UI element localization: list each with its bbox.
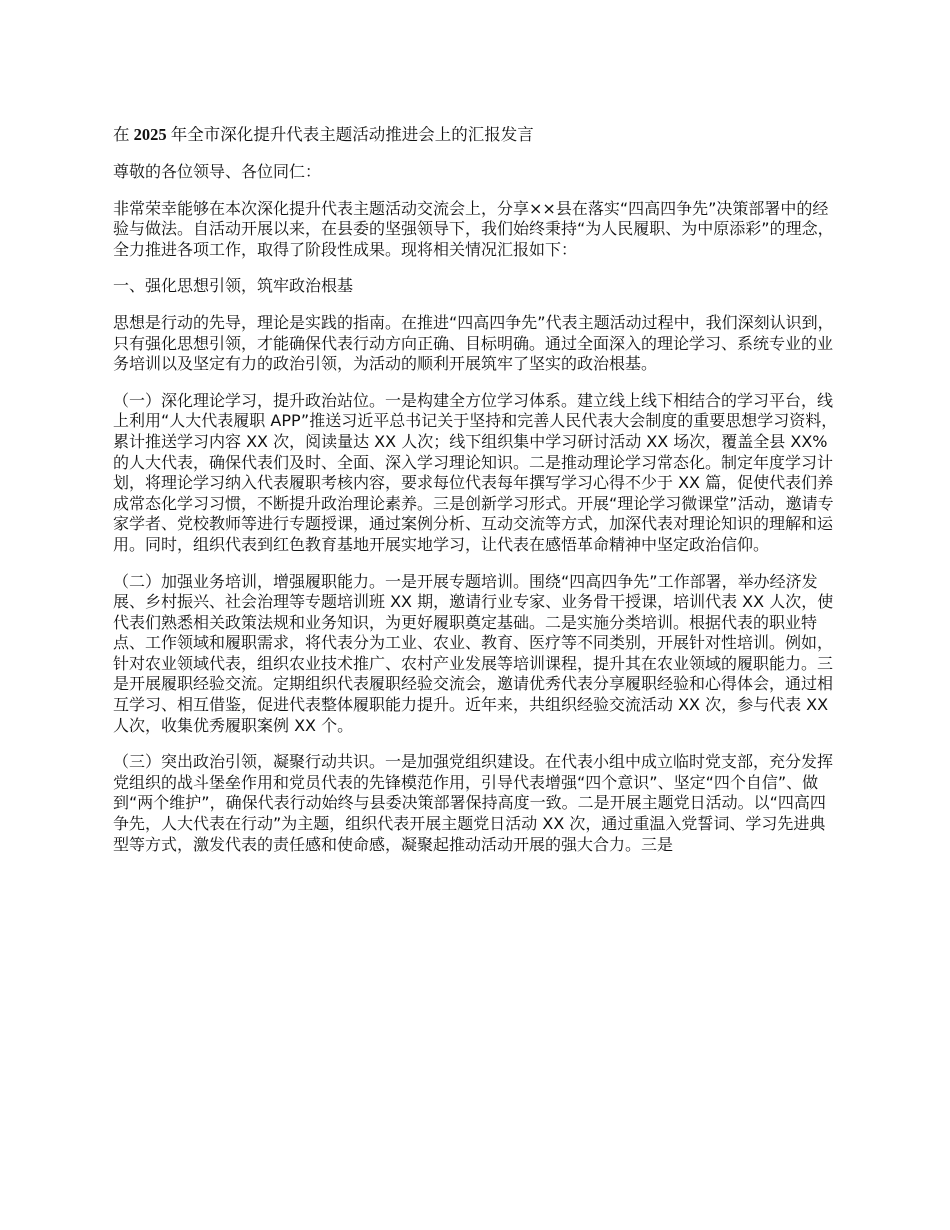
document-page bbox=[113, 124, 841, 871]
intro-paragraph: 非常荣幸能够在本次深化提升代表主题活动交流会上，分享××县在落实“四高四争先”决策部署中的经验与做法。自活动开展以来，在县委的坚强领导下，我们始终秉持“为人民履职、为中原添彩”的理念，全力推进各项工作，取得了阶段性成果。现将相关情况汇报如下： bbox=[113, 198, 834, 259]
section-1-intro: 思想是行动的先导，理论是实践的指南。在推进“四高四争先”代表主题活动过程中，我们深刻认识到，只有强化思想引领，才能确保代表行动方向正确、目标明确。通过全面深入的理论学习、系统专业的业务培训以及坚定有力的政治引领，为活动的顺利开展筑牢了坚实的政治根基。 bbox=[113, 312, 834, 374]
section-heading-1: 一、强化思想引领，筑牢政治根基 bbox=[113, 276, 354, 296]
body-paragraph-3: （三）突出政治引领，凝聚行动共识。一是加强党组织建设。在代表小组中成立临时党支部，充分发挥党组织的战斗堡垒作用和党员代表的先锋模范作用，引导代表增强“四个意识”、坚定“四个自信”、做到“两个维护”，确保代表行动始终与县委决策部署保持高度一致。二是开展主题党日活动。以“四高四争先，人大代表在行动”为主题，组织代表开展主题党日活动 XX 次，通过重温入党誓词、学习先进典型等方式，激发代表的责任感和使命感，凝聚起推动活动开展的强大合力。三是 bbox=[113, 752, 834, 854]
title-year: 2025 bbox=[133, 125, 167, 144]
body-paragraph-1: （一）深化理论学习，提升政治站位。一是构建全方位学习体系。建立线上线下相结合的学习平台，线上利用“人大代表履职 APP”推送习近平总书记关于坚持和完善人民代表大会制度的重要思想学习资料，累计推送学习内容 XX 次，阅读量达 XX 人次；线下组织集中学习研讨活动 XX 场次，覆盖全县 XX% 的人大代表，确保代表们及时、全面、深入学习理论知识。二是推动理论学习常态化。制定年度学习计划，将理论学习纳入代表履职考核内容，要求每位代表每年撰写学习心得不少于 XX 篇，促使代表们养成常态化学习习惯，不断提升政治理论素养。三是创新学习形式。开展“理论学习微课堂”活动，邀请专家学者、党校教师等进行专题授课，通过案例分析、互动交流等方式，加深代表对理论知识的理解和运用。同时，组织代表到红色教育基地开展实地学习，让代表在感悟革命精神中坚定政治信仰。 bbox=[113, 390, 838, 554]
body-paragraph-2: （二）加强业务培训，增强履职能力。一是开展专题培训。围绕“四高四争先”工作部署，举办经济发展、乡村振兴、社会治理等专题培训班 XX 期，邀请行业专家、业务骨干授课，培训代表 XX 人次，使代表们熟悉相关政策法规和业务知识，为更好履职奠定基础。二是实施分类培训。根据代表的职业特点、工作领域和履职需求，将代表分为工业、农业、教育、医疗等不同类别，开展针对性培训。例如，针对农业领域代表，组织农业技术推广、农村产业发展等培训课程，提升其在农业领域的履职能力。三是开展履职经验交流。定期组织代表履职经验交流会，邀请优秀代表分享履职经验和心得体会，通过相互学习、相互借鉴，促进代表整体履职能力提升。近年来，共组织经验交流活动 XX 次，参与代表 XX 人次，收集优秀履职案例 XX 个。 bbox=[113, 571, 834, 735]
salutation: 尊敬的各位领导、各位同仁： bbox=[113, 162, 322, 181]
title-prefix: 在 bbox=[113, 125, 134, 144]
title-suffix: 年全市深化提升代表主题活动推进会上的汇报发言 bbox=[166, 125, 534, 144]
document-title bbox=[113, 124, 841, 146]
